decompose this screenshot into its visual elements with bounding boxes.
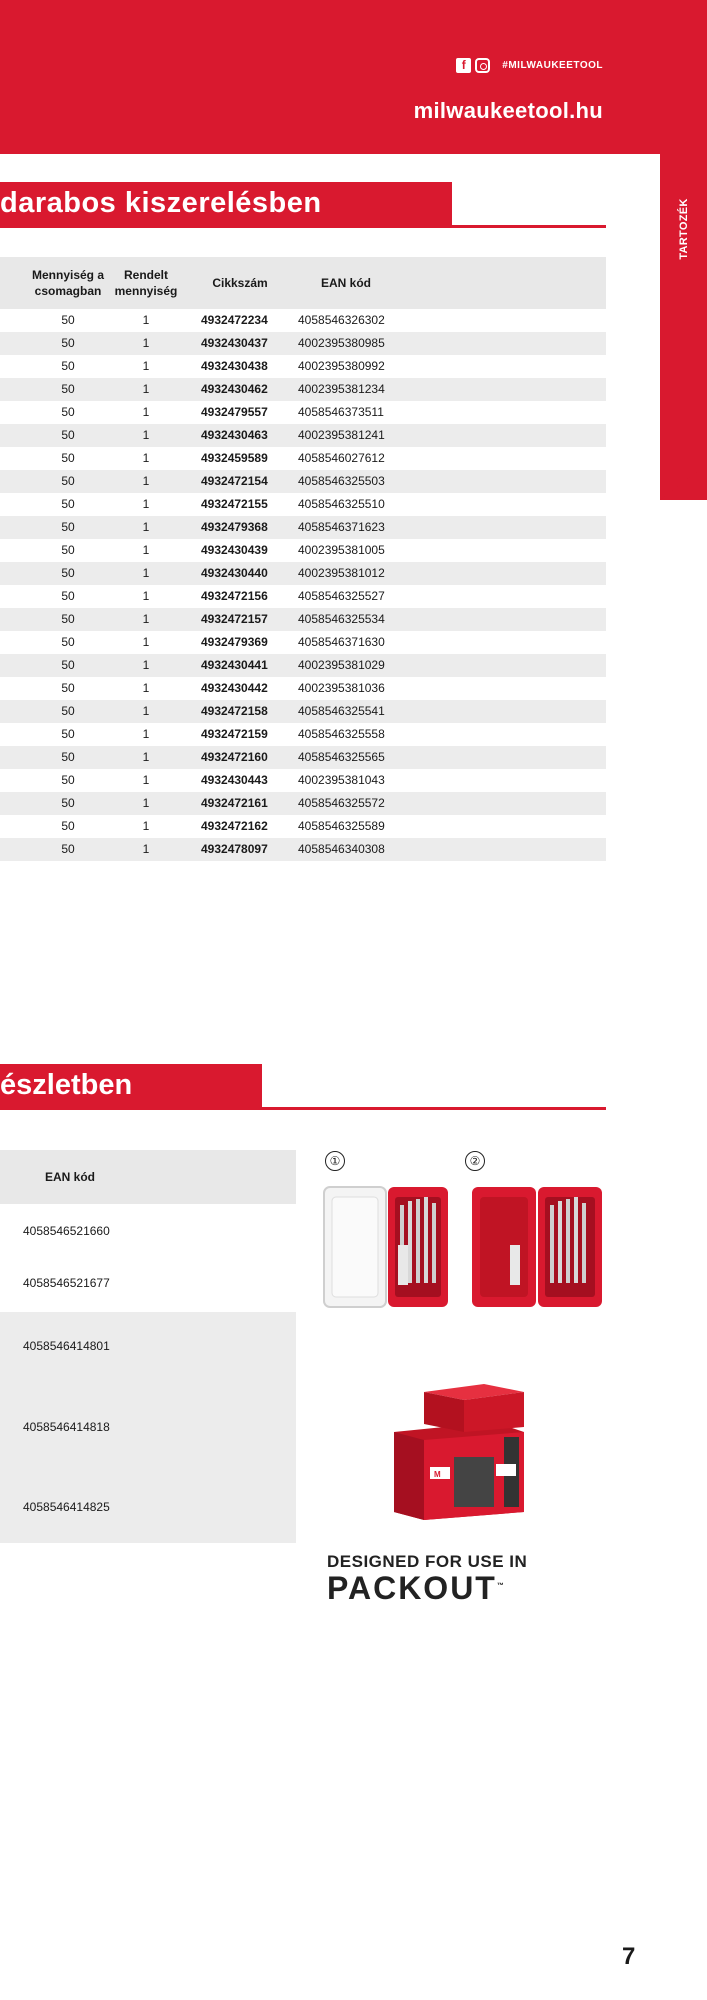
order-cell: 1 [142, 474, 150, 488]
code-cell: 4932478097 [201, 842, 268, 856]
packout-tagline: DESIGNED FOR USE IN [327, 1552, 528, 1571]
code-cell: 4932472162 [201, 819, 268, 833]
order-cell: 1 [142, 842, 150, 856]
qty-cell: 50 [61, 773, 75, 787]
table-row [0, 401, 606, 424]
ean-cell: 4058546326302 [298, 313, 385, 327]
code-cell: 4932472156 [201, 589, 268, 603]
table-row [0, 516, 606, 539]
code-cell: 4932472154 [201, 474, 268, 488]
ean-cell: 4058546325510 [298, 497, 385, 511]
order-cell: 1 [142, 796, 150, 810]
order-cell: 1 [142, 819, 150, 833]
order-cell: 1 [142, 658, 150, 672]
hashtag: #MILWAUKEETOOL [502, 60, 603, 71]
table-row [0, 424, 606, 447]
set-ean-1: 4058546521660 [23, 1224, 110, 1238]
section-title: darabos kiszerelésben [0, 187, 322, 219]
code-cell: 4932430438 [201, 359, 268, 373]
order-cell: 1 [142, 382, 150, 396]
qty-cell: 50 [61, 428, 75, 442]
order-cell: 1 [142, 497, 150, 511]
qty-cell: 50 [61, 474, 75, 488]
table-row [0, 700, 606, 723]
order-cell: 1 [142, 566, 150, 580]
instagram-icon[interactable] [475, 58, 490, 73]
ean-cell: 4002395381234 [298, 382, 385, 396]
section2-title: észletben [0, 1069, 133, 1101]
table-row [0, 378, 606, 401]
bit-set-case-open-clear-image [322, 1175, 452, 1320]
image-label-2: ② [465, 1151, 485, 1171]
ean-cell: 4058546027612 [298, 451, 385, 465]
ean-cell: 4058546371623 [298, 520, 385, 534]
header-bar [0, 0, 707, 154]
code-cell: 4932430441 [201, 658, 268, 672]
order-cell: 1 [142, 359, 150, 373]
table-header [0, 257, 606, 309]
ean-cell: 4058546373511 [298, 405, 384, 419]
table-row [0, 585, 606, 608]
side-tab-point [660, 346, 707, 500]
table-row [0, 723, 606, 746]
qty-cell: 50 [61, 704, 75, 718]
ean-cell: 4058546325527 [298, 589, 385, 603]
order-cell: 1 [142, 773, 150, 787]
table-row [0, 562, 606, 585]
code-cell: 4932430443 [201, 773, 268, 787]
order-cell: 1 [142, 589, 150, 603]
set-ean-2: 4058546521677 [23, 1276, 110, 1290]
code-cell: 4932472234 [201, 313, 268, 327]
ean-cell: 4058546325534 [298, 612, 385, 626]
bit-set-case-open-red-image [470, 1175, 605, 1320]
col-header-order: Rendelt mennyiség [114, 268, 178, 298]
table-row [0, 608, 606, 631]
qty-cell: 50 [61, 497, 75, 511]
side-tab-label: TARTOZÉK [677, 198, 690, 260]
table-row [0, 654, 606, 677]
order-cell: 1 [142, 704, 150, 718]
qty-cell: 50 [61, 842, 75, 856]
order-cell: 1 [142, 635, 150, 649]
set-col-header-ean: EAN kód [45, 1170, 96, 1184]
code-cell: 4932430440 [201, 566, 268, 580]
image-label-1: ① [325, 1151, 345, 1171]
qty-cell: 50 [61, 543, 75, 557]
qty-cell: 50 [61, 313, 75, 327]
code-cell: 4932430439 [201, 543, 268, 557]
table-row [0, 493, 606, 516]
order-cell: 1 [142, 727, 150, 741]
ean-cell: 4002395381043 [298, 773, 385, 787]
code-cell: 4932472159 [201, 727, 268, 741]
ean-cell: 4058546325572 [298, 796, 385, 810]
qty-cell: 50 [61, 796, 75, 810]
qty-cell: 50 [61, 520, 75, 534]
code-cell: 4932479368 [201, 520, 268, 534]
code-cell: 4932472158 [201, 704, 268, 718]
table-row [0, 539, 606, 562]
set-ean-5: 4058546414825 [23, 1500, 110, 1514]
ean-cell: 4002395381036 [298, 681, 385, 695]
table-row [0, 355, 606, 378]
order-cell: 1 [142, 612, 150, 626]
code-cell: 4932430437 [201, 336, 268, 350]
order-cell: 1 [142, 313, 150, 327]
product-table [0, 309, 606, 861]
code-cell: 4932472155 [201, 497, 268, 511]
qty-cell: 50 [61, 405, 75, 419]
order-cell: 1 [142, 451, 150, 465]
page-number: 7 [622, 1943, 636, 1970]
qty-cell: 50 [61, 451, 75, 465]
ean-cell: 4058546325558 [298, 727, 385, 741]
set-ean-3: 4058546414801 [23, 1339, 110, 1353]
table-row [0, 838, 606, 861]
ean-cell: 4002395381012 [298, 566, 385, 580]
order-cell: 1 [142, 543, 150, 557]
table-row [0, 769, 606, 792]
qty-cell: 50 [61, 681, 75, 695]
code-cell: 4932472161 [201, 796, 268, 810]
code-cell: 4932472157 [201, 612, 268, 626]
order-cell: 1 [142, 428, 150, 442]
qty-cell: 50 [61, 589, 75, 603]
qty-cell: 50 [61, 382, 75, 396]
section-title-underline [0, 225, 606, 228]
col-header-ean: EAN kód [320, 276, 371, 290]
order-cell: 1 [142, 336, 150, 350]
code-cell: 4932430463 [201, 428, 268, 442]
ean-cell: 4058546325503 [298, 474, 385, 488]
table-row [0, 470, 606, 493]
code-cell: 4932430462 [201, 382, 268, 396]
ean-cell: 4058546325541 [298, 704, 385, 718]
order-cell: 1 [142, 750, 150, 764]
table-row [0, 746, 606, 769]
ean-cell: 4058546325589 [298, 819, 385, 833]
social-links [456, 58, 603, 73]
table-row [0, 631, 606, 654]
code-cell: 4932479369 [201, 635, 268, 649]
qty-cell: 50 [61, 612, 75, 626]
ean-cell: 4002395380992 [298, 359, 385, 373]
display-box-image [384, 1372, 534, 1522]
table-row [0, 792, 606, 815]
qty-cell: 50 [61, 359, 75, 373]
ean-cell: 4002395381029 [298, 658, 385, 672]
order-cell: 1 [142, 681, 150, 695]
svg-text:M: M [434, 1470, 441, 1479]
table-row [0, 815, 606, 838]
ean-cell: 4058546340308 [298, 842, 385, 856]
table-row [0, 332, 606, 355]
ean-cell: 4002395380985 [298, 336, 385, 350]
table-row [0, 309, 606, 332]
qty-cell: 50 [61, 566, 75, 580]
qty-cell: 50 [61, 336, 75, 350]
order-cell: 1 [142, 520, 150, 534]
qty-cell: 50 [61, 658, 75, 672]
qty-cell: 50 [61, 819, 75, 833]
table-row [0, 677, 606, 700]
facebook-icon[interactable]: f [456, 58, 471, 73]
set-ean-4: 4058546414818 [23, 1420, 110, 1434]
ean-cell: 4058546325565 [298, 750, 385, 764]
code-cell: 4932430442 [201, 681, 268, 695]
code-cell: 4932472160 [201, 750, 268, 764]
section2-title-underline [0, 1107, 606, 1110]
ean-cell: 4002395381005 [298, 543, 385, 557]
ean-cell: 4058546371630 [298, 635, 385, 649]
order-cell: 1 [142, 405, 150, 419]
code-cell: 4932459589 [201, 451, 268, 465]
table-row [0, 447, 606, 470]
col-header-code: Cikkszám [212, 276, 268, 290]
code-cell: 4932479557 [201, 405, 268, 419]
col-header-qty: Mennyiség a csomagban [31, 268, 105, 298]
qty-cell: 50 [61, 635, 75, 649]
packout-logo: PACKOUT™ [327, 1570, 504, 1606]
website-url[interactable]: milwaukeetool.hu [413, 98, 603, 123]
qty-cell: 50 [61, 727, 75, 741]
qty-cell: 50 [61, 750, 75, 764]
ean-cell: 4002395381241 [298, 428, 385, 442]
